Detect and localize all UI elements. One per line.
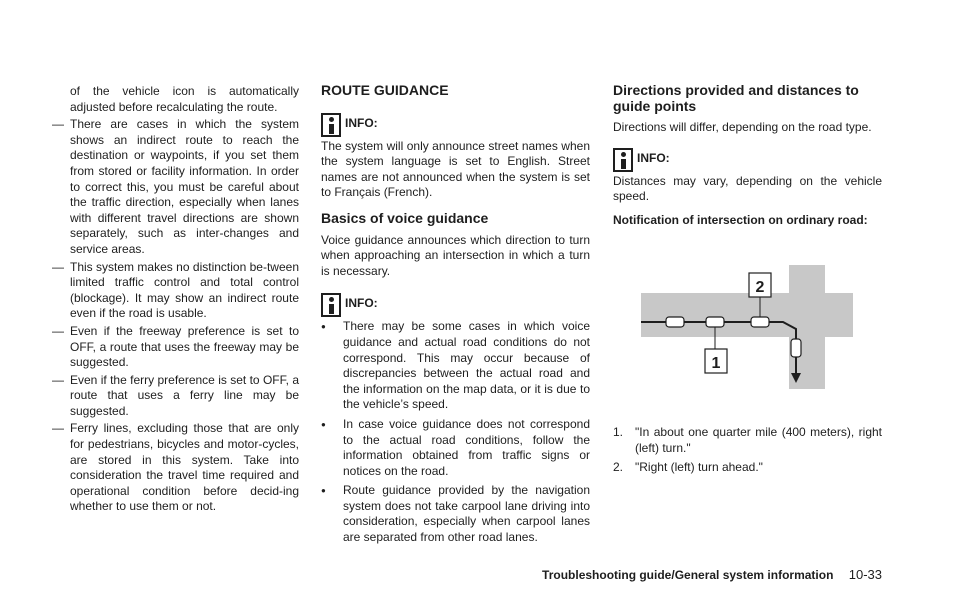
- intersection-diagram: [641, 265, 853, 389]
- continued-text: of the vehicle icon is automatically adjusted before recalculating the route.: [70, 84, 299, 114]
- dash-item: — Even if the freeway preference is set to OFF, a route that uses the freeway may be suggested.: [52, 324, 299, 371]
- section-heading: ROUTE GUIDANCE: [321, 82, 449, 98]
- info-label: INFO:: [637, 150, 670, 165]
- list-item: [613, 425, 882, 456]
- bullet-item: ● Route guidance provided by the navigation system does not take carpool lane driving into consideration, especially when carpool lanes are separated from other road lanes.: [321, 483, 590, 545]
- dash-item: — Even if the ferry preference is set to OFF, a route that uses a ferry line may be suggested.: [52, 373, 299, 420]
- info-callout: [321, 113, 590, 137]
- page-number: 10-33: [848, 567, 882, 582]
- info-label: INFO:: [345, 115, 378, 130]
- intro-text: Directions will differ, depending on the road type.: [613, 120, 872, 135]
- car-icon: [751, 317, 769, 327]
- car-icon: [666, 317, 684, 327]
- dash-item: — Ferry lines, excluding those that are only for pedestrians, bicycles and motor-cycles, are stored in this system. Take into consideration the travel time required and operational condition before decid-ing whether to use them or not.: [52, 421, 299, 515]
- dash-item: — This system makes no distinction be-tween limited traffic control and total control (blockage). It may show an indirect route even if the road is usable.: [52, 260, 299, 322]
- info-icon: [613, 148, 633, 172]
- list-text: "Right (left) turn ahead.": [635, 460, 763, 475]
- column-left: [52, 80, 299, 515]
- bullet-item: ● There may be some cases in which voice guidance and actual road conditions do not correspond. This may occur because of discrepancies between the actual road and the information on the map data, or it is due to the vehicle’s speed.: [321, 319, 590, 413]
- info-icon: [321, 113, 341, 137]
- subsection-heading: Basics of voice guidance: [321, 209, 489, 226]
- car-icon: [791, 339, 801, 357]
- page-footer: [0, 567, 882, 582]
- vertical-road: [789, 265, 825, 389]
- column-middle: [321, 80, 590, 550]
- column-right: [613, 80, 882, 480]
- callout-1-label: 1: [711, 354, 721, 372]
- bullet-item: ● In case voice guidance does not correspond to the actual road conditions, follow the information obtained from traffic signs or notices on the road.: [321, 417, 590, 479]
- callout-2-label: 2: [755, 278, 765, 296]
- list-number: 1.: [613, 425, 624, 440]
- notification-heading: Notification of intersection on ordinary road:: [613, 212, 868, 227]
- footer-title: Troubleshooting guide/General system information: [542, 568, 834, 582]
- info-callout: [321, 293, 590, 317]
- info-text: Distances may vary, depending on the vehicle speed.: [613, 173, 882, 204]
- list-item: [613, 460, 882, 476]
- list-text: "In about one quarter mile (400 meters), right (left) turn.": [635, 425, 882, 455]
- info-label: INFO:: [345, 296, 378, 311]
- basics-text: Voice guidance announces which direction to turn when approaching an intersection in which a turn is necessary.: [321, 232, 590, 278]
- info-icon: [321, 293, 341, 317]
- section-heading: Directions provided and distances to guide points: [613, 82, 859, 114]
- info-callout: [613, 148, 882, 172]
- numbered-list: [613, 425, 882, 476]
- list-number: 2.: [613, 460, 624, 475]
- dash-item: — There are cases in which the system shows an indirect route to reach the destination or waypoints, if you set them from stored or facility information. In order to correct this, you must be careful about the traffic direction, especially when lanes with different travel directions are shown separately, such as inter-changes and service areas.: [52, 117, 299, 257]
- car-icon: [706, 317, 724, 327]
- info-text: The system will only announce street names when the system language is set to English. Street names are not announced when the system is set to Français (French).: [321, 138, 590, 200]
